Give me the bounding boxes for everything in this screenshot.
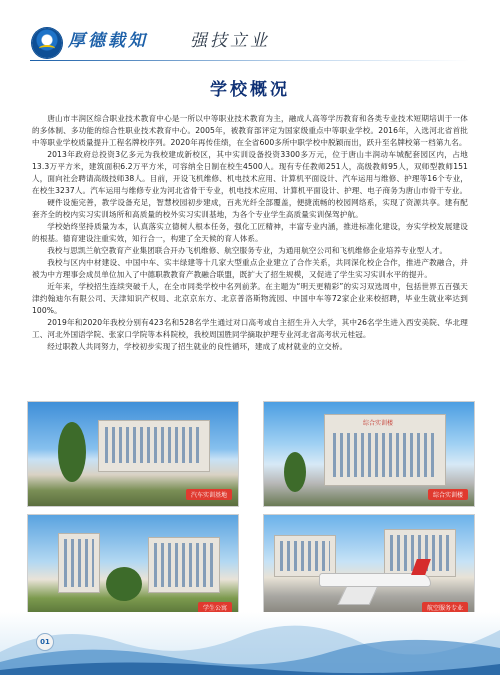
photo-gallery xyxy=(27,401,473,621)
paragraph: 我校与思凯兰航空教育产业集团联合开办飞机维修、航空服务专业，为通用航空公司和飞机维修企业培养专业型人才。 xyxy=(47,246,448,255)
photo-caption: 航空服务专业 xyxy=(422,602,468,613)
paragraph: 唐山市丰润区综合职业技术教育中心是一所以中等职业技术教育为主，融成人高等学历教育和各类专业技术短期培训于一体的多体制、多功能的综合性职业技术教育中心。2005年，被教育部评定为国家级重点中等职业学校。2016年，入选河北省首批中等职业学校质量提升工程名牌校序列。2020年再传佳绩，在全省600多所中职学校中脱颖而出，跃升至名牌校第一档第九名。 xyxy=(32,114,468,147)
airplane-icon xyxy=(319,573,431,587)
paragraph: 学校始终坚持质量为本，认真落实立德树人根本任务，强化工匠精神，丰富专业内涵，推进标准化建设，夯实学校发展建设的根基。德育建设注重实效，知行合一，构建了全天候的育人体系。 xyxy=(32,222,468,243)
school-motto-part2: 强技立业 xyxy=(190,31,270,51)
campus-photo xyxy=(27,514,239,620)
page-number: 01 xyxy=(36,633,54,651)
paragraph: 近年来，学校招生连续突破千人，在全市同类学校中名列前茅。在主题为“明天更精彩”的实习双选周中，包括世界五百强天津约翰迪尔有限公司、天津知识产权局、北京京东方、北京普洛斯物流园、中国中车等72家企业来校招聘，毕业生就业率达到100%。 xyxy=(32,282,468,315)
paragraph: 2019年和2020年我校分别有423名和528名学生通过对口高考或自主招生升入大学，其中26名学生进入西安美院、华北理工、河北外国语学院、张家口学院等本科院校，我校周国胜同学摘取护理专业河北省高考状元桂冠。 xyxy=(32,318,468,339)
mountain-graphic xyxy=(0,612,500,675)
building-shape xyxy=(98,420,210,472)
photo-caption: 汽车实训基地 xyxy=(186,489,232,500)
building-shape xyxy=(274,535,336,577)
photo-caption: 综合实训楼 xyxy=(428,489,468,500)
tree-shape xyxy=(106,567,142,601)
paragraph: 经过职教人共同努力，学校初步实现了招生就业的良性循环，建成了成材就业的立交桥。 xyxy=(47,342,348,351)
paragraph: 硬件设施完善，教学设备充足，智慧校园初步建成，百兆光纤全部覆盖，便捷流畅的校园网络系，实现了资源共享。建有配套齐全的校内实习实训场所和高质量的校外实习实训基地，为各个专业学生高质量实训保驾护航。 xyxy=(32,198,468,219)
school-logo xyxy=(32,28,62,58)
footer-mountains xyxy=(0,612,500,675)
building-shape xyxy=(58,533,100,593)
paragraph: 2013年政府总投资3亿多元为我校建成新校区，其中实训设备投资3300多万元，位于唐山丰润动车城配套园区内，占地13.3万平方米，建筑面积6.2万平方米，可容纳全日制在校生4500人。现有专任教师251人，高级教师95人，双师型教师151人，面向社会聘请高级技师38人。目前，开设飞机维修、机电技术应用、计算机平面设计、汽车运用与维修、护理等16个专业，在校生3237人。汽车运用与维修专业为河北省骨干专业，机电技术应用、计算机平面设计、护理、电子商务为唐山市骨干专业。 xyxy=(32,150,468,195)
tree-shape xyxy=(58,422,86,482)
building-shape xyxy=(148,537,220,593)
tree-shape xyxy=(284,452,306,492)
campus-photo xyxy=(263,401,475,507)
page-title: 学校概况 xyxy=(210,80,290,100)
page-header xyxy=(0,0,500,62)
building-sign: 综合实训楼 xyxy=(363,420,394,427)
campus-photo xyxy=(27,401,239,507)
paragraph: 我校与区内中材建设、中国中车、实丰绿建等十几家大型重点企业建立了合作关系，共同深化校企合作，推进产教融合，并被为中方理事会成员单位加入了中德职教教育产教融合联盟，既扩大了招生规模，又促进了学生实习实训水平的提升。 xyxy=(32,258,468,279)
school-overview-article xyxy=(32,113,468,353)
campus-photo xyxy=(263,514,475,620)
photo-caption: 学生公寓 xyxy=(198,602,232,613)
header-divider xyxy=(30,60,470,61)
building-shape xyxy=(324,414,446,486)
school-motto-part1: 厚德载知 xyxy=(68,31,148,51)
